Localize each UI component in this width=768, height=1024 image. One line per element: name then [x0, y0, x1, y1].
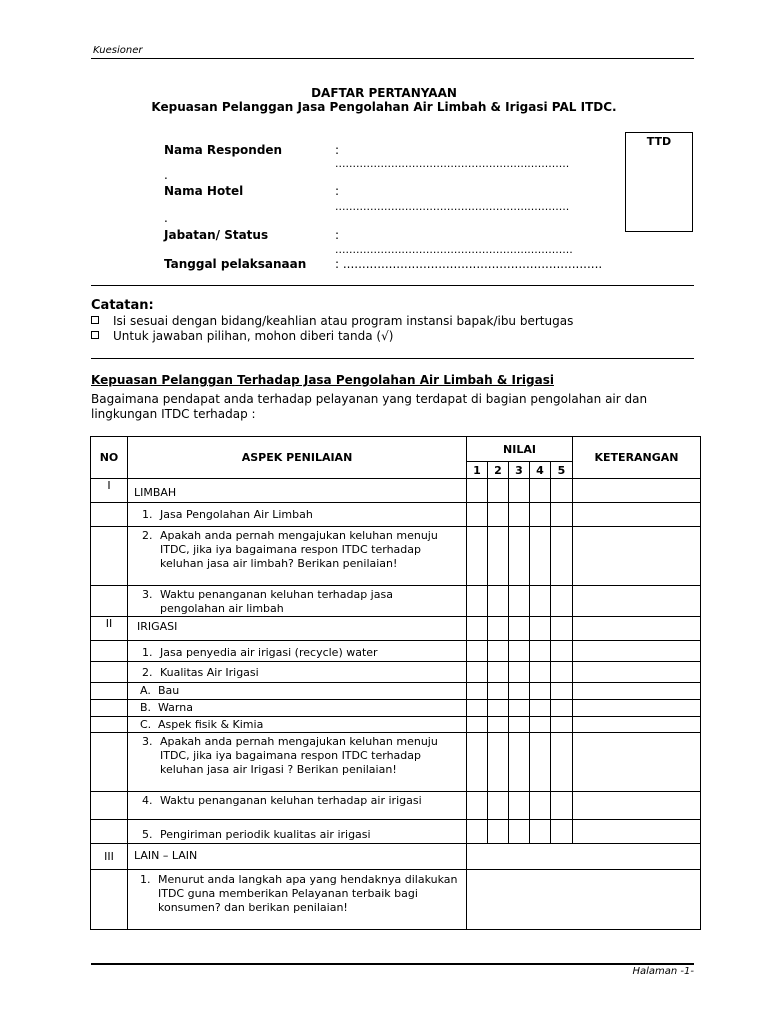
keterangan-cell[interactable]	[573, 717, 701, 733]
rating-cell[interactable]	[509, 503, 530, 527]
rating-cell[interactable]	[509, 641, 530, 662]
catatan-item: Isi sesuai dengan bidang/keahlian atau program instansi bapak/ibu bertugas	[91, 314, 573, 328]
scale-2: 2	[488, 462, 509, 479]
keterangan-cell[interactable]	[573, 792, 701, 820]
catatan-item: Untuk jawaban pilihan, mohon diberi tanda (√)	[91, 329, 393, 343]
rating-cell[interactable]	[509, 792, 530, 820]
table-row	[91, 527, 701, 586]
rating-cell[interactable]	[509, 617, 530, 641]
page-title: DAFTAR PERTANYAAN	[311, 86, 457, 100]
rating-cell[interactable]	[530, 641, 551, 662]
sub-item: C. Aspek fisik & Kimia	[140, 718, 264, 731]
rating-cell[interactable]	[509, 717, 530, 733]
rating-cell[interactable]	[551, 527, 573, 586]
jabatan-colon: :	[335, 228, 340, 242]
scale-1: 1	[467, 462, 488, 479]
question-item: 4. Waktu penanganan keluhan terhadap air irigasi	[142, 794, 422, 807]
rating-cell[interactable]	[509, 683, 530, 700]
table-row	[91, 717, 701, 733]
table-row	[91, 683, 701, 700]
nama-responden-trailing: .	[164, 168, 168, 182]
table-row	[91, 870, 701, 930]
col-aspek-header: ASPEK PENILAIAN	[128, 437, 467, 479]
table-row	[91, 617, 701, 641]
rating-cell[interactable]	[530, 586, 551, 617]
col-no-header: NO	[91, 437, 128, 479]
rating-cell[interactable]	[467, 662, 488, 683]
jabatan-field[interactable]: ....................................................................	[335, 243, 573, 256]
rating-cell[interactable]	[551, 700, 573, 717]
table-row	[91, 792, 701, 820]
rating-cell[interactable]	[467, 820, 488, 844]
rating-cell[interactable]	[530, 700, 551, 717]
question-item: 1. Jasa Pengolahan Air Limbah	[142, 508, 313, 521]
rating-cell[interactable]	[467, 527, 488, 586]
rating-cell[interactable]	[530, 527, 551, 586]
jabatan-label: Jabatan/ Status	[164, 228, 269, 242]
rating-cell[interactable]	[551, 503, 573, 527]
question-item: 5. Pengiriman periodik kualitas air irigasi	[142, 828, 371, 841]
keterangan-cell[interactable]	[573, 479, 701, 503]
keterangan-cell[interactable]	[573, 527, 701, 586]
rating-cell[interactable]	[488, 792, 509, 820]
rating-cell[interactable]	[488, 717, 509, 733]
rating-cell[interactable]	[467, 792, 488, 820]
category-label: LAIN – LAIN	[134, 849, 198, 862]
rating-cell[interactable]	[551, 617, 573, 641]
bullet-square-icon	[91, 316, 99, 324]
sub-item: A. Bau	[140, 684, 180, 697]
keterangan-cell[interactable]	[573, 733, 701, 792]
rating-cell[interactable]	[488, 700, 509, 717]
rating-cell[interactable]	[509, 733, 530, 792]
rating-cell[interactable]	[488, 503, 509, 527]
keterangan-cell[interactable]	[573, 641, 701, 662]
nama-responden-colon: :	[335, 143, 340, 157]
section-title: Kepuasan Pelanggan Terhadap Jasa Pengolahan Air Limbah & Irigasi	[91, 373, 554, 387]
row-no: II	[91, 617, 128, 641]
rating-cell[interactable]	[530, 479, 551, 503]
header-label: Kuesioner	[93, 45, 143, 56]
nama-hotel-label: Nama Hotel	[164, 184, 244, 198]
bullet-square-icon	[91, 331, 99, 339]
rating-cell[interactable]	[530, 717, 551, 733]
scale-5: 5	[551, 462, 573, 479]
footer-rule	[91, 963, 694, 965]
table-row	[91, 586, 701, 617]
rating-cell[interactable]	[488, 641, 509, 662]
questionnaire-table	[90, 436, 701, 930]
rating-cell[interactable]	[551, 586, 573, 617]
rating-cell[interactable]	[530, 792, 551, 820]
rating-cell[interactable]	[467, 586, 488, 617]
rating-cell[interactable]	[551, 717, 573, 733]
rating-cell[interactable]	[551, 662, 573, 683]
rating-cell[interactable]	[467, 503, 488, 527]
row-no: III	[91, 844, 128, 870]
category-label: IRIGASI	[137, 620, 178, 633]
rating-cell[interactable]	[509, 662, 530, 683]
rating-cell[interactable]	[551, 820, 573, 844]
rating-cell[interactable]	[530, 820, 551, 844]
rating-cell[interactable]	[488, 683, 509, 700]
rating-cell[interactable]	[509, 527, 530, 586]
rating-cell[interactable]	[488, 820, 509, 844]
keterangan-cell[interactable]	[573, 617, 701, 641]
rating-cell[interactable]	[509, 479, 530, 503]
nama-hotel-field[interactable]: ...................................................................	[335, 200, 570, 213]
page-subtitle: Kepuasan Pelanggan Jasa Pengolahan Air Limbah & Irigasi PAL ITDC.	[151, 100, 617, 114]
keterangan-cell[interactable]	[573, 586, 701, 617]
tanggal-field[interactable]: : ....................................................................	[335, 257, 603, 271]
signature-box[interactable]	[625, 132, 693, 232]
section-intro: Bagaimana pendapat anda terhadap pelayanan yang terdapat di bagian pengolahan air dan lingkungan ITDC terhadap :	[91, 392, 648, 421]
rating-cell[interactable]	[551, 641, 573, 662]
rating-cell[interactable]	[509, 700, 530, 717]
rating-cell[interactable]	[551, 733, 573, 792]
question-item: 1. Menurut anda langkah apa yang hendaknya dilakukan ITDC guna memberikan Pelayanan terbaik bagi konsumen? dan berikan penilaian!	[140, 873, 458, 914]
nama-hotel-colon: :	[335, 184, 340, 198]
col-keterangan-header: KETERANGAN	[573, 437, 701, 479]
question-item: 2. Apakah anda pernah mengajukan keluhan menuju ITDC, jika iya bagaimana respon ITDC terhadap keluhan jasa air limbah? Berikan penilaian!	[142, 529, 438, 570]
category-label: LIMBAH	[134, 486, 177, 499]
keterangan-cell[interactable]	[573, 503, 701, 527]
question-item: 1. Jasa penyedia air irigasi (recycle) water	[142, 646, 378, 659]
table-row	[91, 820, 701, 844]
rating-cell[interactable]	[509, 586, 530, 617]
rating-cell[interactable]	[488, 733, 509, 792]
rating-cell[interactable]	[467, 617, 488, 641]
keterangan-cell[interactable]	[573, 683, 701, 700]
question-item: 3. Apakah anda pernah mengajukan keluhan menuju ITDC, jika iya bagaimana respon ITDC terhadap keluhan jasa air Irigasi ? Berikan penilaian!	[142, 735, 438, 776]
table-row	[91, 700, 701, 717]
rating-cell[interactable]	[488, 479, 509, 503]
tanggal-label: Tanggal pelaksanaan	[164, 257, 307, 271]
page-number: Halaman -1-	[632, 966, 694, 977]
answer-cell[interactable]	[467, 844, 701, 870]
table-row	[91, 733, 701, 792]
rating-cell[interactable]	[488, 662, 509, 683]
table-row	[91, 503, 701, 527]
question-item: 2. Kualitas Air Irigasi	[142, 666, 259, 679]
rating-cell[interactable]	[551, 683, 573, 700]
nama-responden-label: Nama Responden	[164, 143, 283, 157]
rating-cell[interactable]	[530, 683, 551, 700]
answer-cell[interactable]	[467, 870, 701, 930]
header-rule	[91, 58, 694, 59]
divider	[91, 285, 694, 286]
row-no: I	[91, 479, 128, 503]
rating-cell[interactable]	[551, 479, 573, 503]
catatan-title: Catatan:	[91, 298, 154, 313]
keterangan-cell[interactable]	[573, 820, 701, 844]
table-row	[91, 479, 701, 503]
rating-cell[interactable]	[509, 820, 530, 844]
nama-responden-field[interactable]: ...................................................................	[335, 157, 570, 170]
rating-cell[interactable]	[467, 683, 488, 700]
table-row	[91, 641, 701, 662]
rating-cell[interactable]	[467, 733, 488, 792]
keterangan-cell[interactable]	[573, 700, 701, 717]
keterangan-cell[interactable]	[573, 662, 701, 683]
scale-3: 3	[509, 462, 530, 479]
sub-item: B. Warna	[140, 701, 193, 714]
table-row	[91, 662, 701, 683]
rating-cell[interactable]	[467, 641, 488, 662]
rating-cell[interactable]	[488, 586, 509, 617]
rating-cell[interactable]	[467, 717, 488, 733]
rating-cell[interactable]	[488, 617, 509, 641]
rating-cell[interactable]	[530, 662, 551, 683]
rating-cell[interactable]	[530, 503, 551, 527]
divider	[91, 358, 694, 359]
rating-cell[interactable]	[530, 617, 551, 641]
rating-cell[interactable]	[530, 733, 551, 792]
rating-cell[interactable]	[467, 479, 488, 503]
signature-label: TTD	[646, 135, 672, 148]
rating-cell[interactable]	[488, 527, 509, 586]
scale-4: 4	[530, 462, 551, 479]
nama-hotel-trailing: .	[164, 211, 168, 225]
question-item: 3. Waktu penanganan keluhan terhadap jasa pengolahan air limbah	[142, 588, 393, 615]
rating-cell[interactable]	[467, 700, 488, 717]
col-nilai-header: NILAI	[467, 437, 573, 462]
rating-cell[interactable]	[551, 792, 573, 820]
table-row	[91, 844, 701, 870]
